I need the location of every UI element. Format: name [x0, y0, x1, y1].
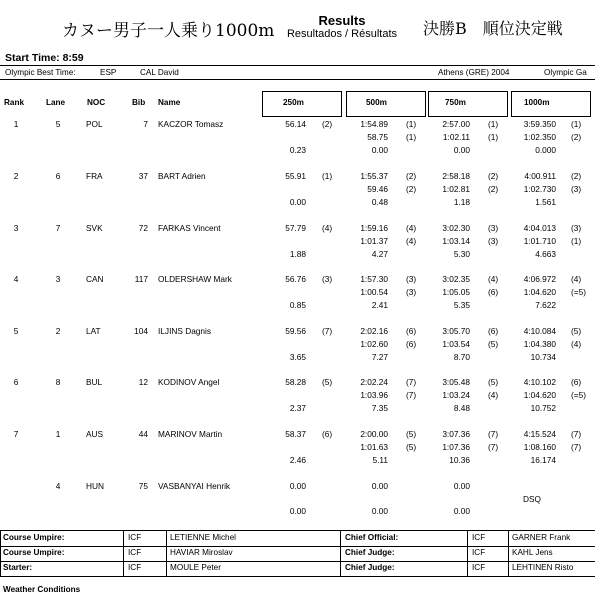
name-cell: KACZOR Tomasz	[158, 119, 224, 129]
place-500: (3)	[406, 274, 417, 284]
rank-cell: 7	[13, 429, 19, 439]
behind-250: 0.23	[289, 145, 306, 155]
athlete-row	[0, 274, 595, 326]
official-role: Course Umpire:	[3, 548, 65, 557]
name-cell: BART Adrien	[158, 171, 206, 181]
place-1000: (3)	[571, 223, 582, 233]
athlete-row	[0, 171, 595, 223]
rank-cell: 1	[13, 119, 19, 129]
noc-cell: BUL	[86, 377, 103, 387]
col-lane: Lane	[46, 98, 66, 107]
time-250: 0.00	[289, 481, 306, 491]
split-500: 1:01.37	[360, 236, 388, 246]
lane-cell: 4	[55, 481, 61, 491]
place-250: (3)	[322, 274, 333, 284]
rank-cell: 5	[13, 326, 19, 336]
split-place-500: (7)	[406, 390, 417, 400]
athlete-row	[0, 223, 595, 275]
lane-cell: 8	[55, 377, 61, 387]
col-250: 250m	[283, 98, 304, 107]
place-1000: (1)	[571, 119, 582, 129]
split-place-500: (4)	[406, 236, 417, 246]
time-250: 58.28	[285, 377, 306, 387]
place-500: (7)	[406, 377, 417, 387]
name-cell: VASBANYAI Henrik	[158, 481, 231, 491]
split-place-500: (5)	[406, 442, 417, 452]
behind-1000: 10.734	[530, 352, 556, 362]
time-1000: 3:59.350	[523, 119, 556, 129]
time-1000: 4:00.911	[524, 171, 556, 181]
official-role-2: Chief Judge:	[345, 548, 395, 557]
split-750: 1:02.81	[442, 184, 470, 194]
behind-1000: 16.174	[530, 455, 556, 465]
behind-500: 0.48	[371, 197, 388, 207]
noc-cell: AUS	[86, 429, 104, 439]
split-750: 1:05.05	[442, 287, 470, 297]
official-name-2: LEHTINEN Risto	[512, 563, 574, 572]
place-500: (4)	[406, 223, 417, 233]
bib-cell: 44	[138, 429, 148, 439]
col-500: 500m	[366, 98, 387, 107]
time-250: 55.91	[285, 171, 306, 181]
time-1000: 4:10.102	[523, 377, 556, 387]
behind-750: 1.18	[453, 197, 470, 207]
behind-750: 10.36	[449, 455, 470, 465]
col-bib: Bib	[132, 98, 146, 107]
place-750: (6)	[488, 326, 499, 336]
bib-cell: 12	[138, 377, 148, 387]
athlete-row	[0, 377, 595, 429]
official-org-2: ICF	[472, 563, 486, 572]
official-name: MOULE Peter	[170, 563, 221, 572]
bib-cell: 37	[138, 171, 148, 181]
behind-250: 0.85	[289, 300, 306, 310]
lane-cell: 2	[55, 326, 61, 336]
behind-250: 1.88	[289, 249, 306, 259]
behind-250: 0.00	[289, 506, 306, 516]
title-japanese-right: 決勝B 順位決定戦	[423, 19, 563, 38]
name-cell: MARINOV Martin	[158, 429, 223, 439]
split-place-500: (1)	[406, 132, 417, 142]
split-750: 1:07.36	[442, 442, 470, 452]
bib-cell: 117	[134, 274, 148, 284]
official-org: ICF	[128, 563, 142, 572]
behind-750: 0.00	[453, 506, 470, 516]
behind-1000: 1.561	[535, 197, 556, 207]
lane-cell: 1	[55, 429, 61, 439]
rank-cell: 2	[13, 171, 19, 181]
split-place-500: (2)	[406, 184, 417, 194]
time-500: 1:54.89	[360, 119, 388, 129]
split-place-750: (3)	[488, 236, 499, 246]
behind-500: 2.41	[371, 300, 388, 310]
time-1000: 4:06.972	[523, 274, 556, 284]
weather-conditions-label: Weather Conditions	[3, 585, 81, 594]
split-750: 1:03.24	[442, 390, 470, 400]
behind-1000: 7.622	[535, 300, 556, 310]
official-role-2: Chief Judge:	[345, 563, 395, 572]
time-500: 2:02.16	[360, 326, 388, 336]
time-750: 3:02.35	[442, 274, 470, 284]
split-place-750: (1)	[488, 132, 499, 142]
official-name-2: GARNER Frank	[512, 533, 571, 542]
time-750: 2:58.18	[442, 171, 470, 181]
time-1000: DSQ	[523, 494, 541, 504]
split-750: 1:02.11	[442, 132, 470, 142]
obt-name: CAL David	[140, 68, 179, 77]
split-place-500: (3)	[406, 287, 417, 297]
split-500: 1:01.63	[360, 442, 388, 452]
place-500: (5)	[406, 429, 417, 439]
split-place-750: (4)	[488, 390, 499, 400]
official-name-2: KAHL Jens	[512, 548, 553, 557]
results-subtitle: Resultados / Résultats	[286, 28, 398, 40]
split-1000: 1:02.730	[523, 184, 556, 194]
behind-500: 7.27	[371, 352, 388, 362]
behind-250: 0.00	[289, 197, 306, 207]
lane-cell: 6	[55, 171, 61, 181]
behind-1000: 0.000	[535, 145, 556, 155]
split-place-1000: (7)	[571, 442, 582, 452]
split-500: 1:02.60	[360, 339, 388, 349]
name-cell: OLDERSHAW Mark	[158, 274, 232, 284]
behind-1000: 10.752	[530, 403, 556, 413]
lane-cell: 3	[55, 274, 61, 284]
column-header-box-750	[428, 91, 508, 117]
noc-cell: CAN	[86, 274, 104, 284]
col-750: 750m	[445, 98, 466, 107]
split-place-750: (2)	[488, 184, 499, 194]
name-cell: ILJINS Dagnis	[158, 326, 212, 336]
split-1000: 1:04.380	[523, 339, 556, 349]
noc-cell: FRA	[86, 171, 103, 181]
split-500: 1:03.96	[360, 390, 388, 400]
official-name: LETIENNE Michel	[170, 533, 236, 542]
bib-cell: 7	[143, 119, 148, 129]
bib-cell: 75	[138, 481, 148, 491]
official-role: Course Umpire:	[3, 533, 65, 542]
behind-500: 0.00	[371, 145, 388, 155]
time-500: 0.00	[371, 481, 388, 491]
athlete-row	[0, 429, 595, 481]
official-role-2: Chief Official:	[345, 533, 399, 542]
official-org-2: ICF	[472, 548, 486, 557]
place-1000: (5)	[571, 326, 582, 336]
noc-cell: POL	[86, 119, 103, 129]
split-place-1000: (3)	[571, 184, 582, 194]
place-250: (7)	[322, 326, 333, 336]
results-title: Results	[318, 13, 366, 28]
behind-250: 2.37	[289, 403, 306, 413]
obt-label: Olympic Best Time:	[5, 68, 76, 77]
behind-250: 2.46	[289, 455, 306, 465]
time-500: 2:02.24	[360, 377, 388, 387]
split-1000: 1:01.710	[523, 236, 556, 246]
time-500: 2:00.00	[360, 429, 388, 439]
col-name: Name	[158, 98, 181, 107]
split-place-750: (5)	[488, 339, 499, 349]
time-750: 3:05.48	[442, 377, 470, 387]
split-place-1000: (4)	[571, 339, 582, 349]
place-500: (1)	[406, 119, 417, 129]
split-place-500: (6)	[406, 339, 417, 349]
rank-cell: 6	[13, 377, 19, 387]
split-500: 58.75	[367, 132, 388, 142]
col-1000: 1000m	[524, 98, 550, 107]
time-1000: 4:04.013	[523, 223, 556, 233]
time-250: 59.56	[285, 326, 306, 336]
behind-500: 4.27	[371, 249, 388, 259]
noc-cell: SVK	[86, 223, 103, 233]
behind-750: 5.30	[453, 249, 470, 259]
official-org-2: ICF	[472, 533, 486, 542]
split-place-1000: (1)	[571, 236, 582, 246]
behind-500: 7.35	[371, 403, 388, 413]
time-750: 3:02.30	[442, 223, 470, 233]
time-250: 56.14	[285, 119, 306, 129]
split-500: 1:00.54	[360, 287, 388, 297]
behind-500: 0.00	[371, 506, 388, 516]
noc-cell: LAT	[86, 326, 101, 336]
place-750: (3)	[488, 223, 499, 233]
time-500: 1:57.30	[360, 274, 388, 284]
place-500: (2)	[406, 171, 417, 181]
obt-type: Olympic Ga	[544, 68, 587, 77]
split-750: 1:03.14	[442, 236, 470, 246]
time-1000: 4:15.524	[523, 429, 556, 439]
official-name: HAVIAR Miroslav	[170, 548, 233, 557]
col-rank: Rank	[4, 98, 25, 107]
rank-cell: 4	[13, 274, 19, 284]
rank-cell: 3	[13, 223, 19, 233]
title-japanese-left: カヌー男子一人乗り1000m	[62, 21, 275, 41]
place-750: (7)	[488, 429, 499, 439]
place-1000: (7)	[571, 429, 582, 439]
time-250: 58.37	[285, 429, 306, 439]
split-1000: 1:04.620	[523, 390, 556, 400]
split-place-1000: (=5)	[571, 390, 586, 400]
split-1000: 1:08.160	[523, 442, 556, 452]
noc-cell: HUN	[86, 481, 104, 491]
split-750: 1:03.54	[442, 339, 470, 349]
behind-500: 5.11	[372, 455, 388, 465]
column-header-box-1000	[511, 91, 591, 117]
time-500: 1:59.16	[360, 223, 388, 233]
lane-cell: 5	[55, 119, 61, 129]
behind-750: 5.35	[453, 300, 470, 310]
time-1000: 4:10.084	[523, 326, 556, 336]
place-250: (5)	[322, 377, 333, 387]
time-750: 2:57.00	[442, 119, 470, 129]
behind-250: 3.65	[289, 352, 306, 362]
athlete-row	[0, 326, 595, 378]
split-1000: 1:02.350	[523, 132, 556, 142]
place-500: (6)	[406, 326, 417, 336]
split-place-1000: (2)	[571, 132, 582, 142]
obt-place: Athens (GRE) 2004	[438, 68, 510, 77]
split-1000: 1:04.620	[523, 287, 556, 297]
official-org: ICF	[128, 533, 142, 542]
split-place-1000: (=5)	[571, 287, 586, 297]
behind-750: 0.00	[453, 145, 470, 155]
place-750: (4)	[488, 274, 499, 284]
split-place-750: (7)	[488, 442, 499, 452]
bib-cell: 72	[138, 223, 148, 233]
obt-noc: ESP	[100, 68, 117, 77]
place-250: (1)	[322, 171, 333, 181]
split-place-750: (6)	[488, 287, 499, 297]
place-1000: (6)	[571, 377, 582, 387]
place-250: (4)	[322, 223, 333, 233]
athlete-row	[0, 481, 595, 533]
place-750: (1)	[488, 119, 499, 129]
time-750: 3:07.36	[442, 429, 470, 439]
place-250: (2)	[322, 119, 333, 129]
name-cell: KODINOV Angel	[158, 377, 220, 387]
official-org: ICF	[128, 548, 142, 557]
split-500: 59.46	[367, 184, 388, 194]
place-750: (5)	[488, 377, 499, 387]
start-time: Start Time: 8:59	[5, 52, 84, 64]
place-250: (6)	[322, 429, 333, 439]
bib-cell: 104	[134, 326, 148, 336]
place-1000: (2)	[571, 171, 582, 181]
place-750: (2)	[488, 171, 499, 181]
behind-750: 8.48	[453, 403, 470, 413]
behind-1000: 4.663	[535, 249, 556, 259]
time-250: 56.76	[285, 274, 306, 284]
name-cell: FARKAS Vincent	[158, 223, 221, 233]
official-role: Starter:	[3, 563, 33, 572]
time-500: 1:55.37	[360, 171, 388, 181]
time-750: 3:05.70	[442, 326, 470, 336]
athlete-row	[0, 119, 595, 171]
time-250: 57.79	[285, 223, 306, 233]
time-750: 0.00	[453, 481, 470, 491]
behind-750: 8.70	[453, 352, 470, 362]
col-noc: NOC	[87, 98, 106, 107]
lane-cell: 7	[55, 223, 61, 233]
place-1000: (4)	[571, 274, 582, 284]
